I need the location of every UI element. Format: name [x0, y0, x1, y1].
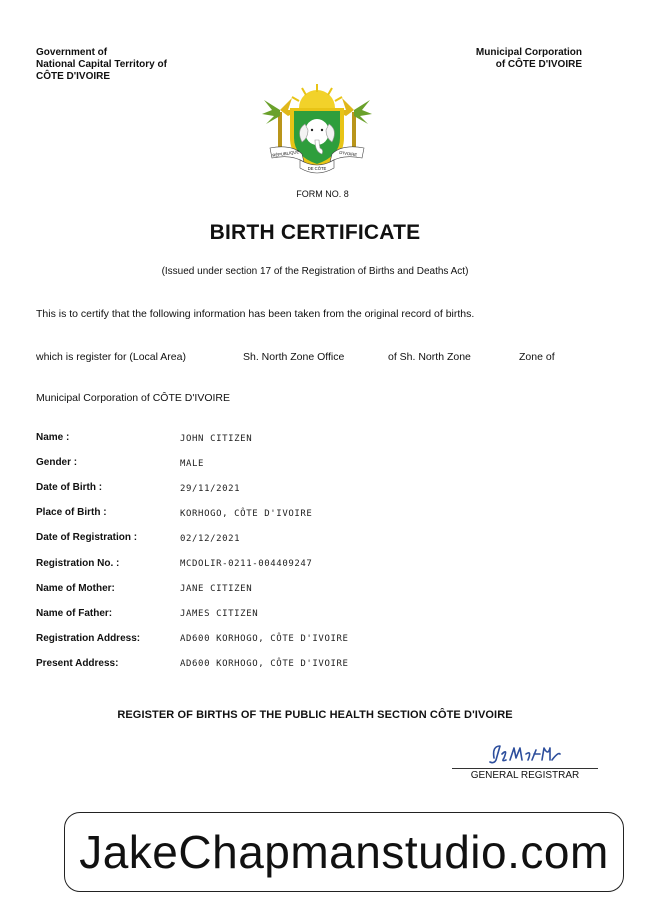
- field-label-name: Name :: [36, 432, 70, 443]
- banner-text-bottom: DE CÔTE: [307, 166, 327, 171]
- header-right-line: of CÔTE D'IVOIRE: [495, 59, 582, 70]
- header-government: [36, 47, 167, 83]
- zone-value: of Sh. North Zone: [388, 351, 471, 363]
- field-value-gender: MALE: [180, 459, 205, 469]
- coat-of-arms-icon: [262, 80, 372, 180]
- local-area-label: which is register for (Local Area): [36, 351, 186, 363]
- field-label-place-of-birth: Place of Birth :: [36, 507, 107, 518]
- field-value-father: JAMES CITIZEN: [180, 609, 259, 619]
- header-municipal: [476, 47, 582, 71]
- header-left-line: Government of: [36, 47, 108, 58]
- header-left-line: National Capital Territory of: [36, 59, 167, 70]
- field-value-registration-no: MCDOLIR-0211-004409247: [180, 559, 313, 569]
- field-label-mother: Name of Mother:: [36, 583, 115, 594]
- issued-under-text: (Issued under section 17 of the Registration of Births and Deaths Act): [161, 266, 469, 277]
- field-label-date-of-registration: Date of Registration :: [36, 532, 138, 543]
- signature-line: [452, 768, 598, 769]
- municipal-corporation-line: Municipal Corporation of CÔTE D'IVOIRE: [36, 392, 230, 404]
- banner-text-right: D'IVOIRE: [338, 149, 358, 158]
- certify-statement: This is to certify that the following information has been taken from the original record of births.: [36, 308, 475, 320]
- field-label-gender: Gender :: [36, 457, 78, 468]
- field-value-place-of-birth: KORHOGO, CÔTE D'IVOIRE: [180, 509, 313, 519]
- field-label-registration-no: Registration No. :: [36, 558, 120, 569]
- header-right-line: Municipal Corporation: [475, 47, 582, 58]
- watermark-text: JakeChapmanstudio.com: [79, 826, 609, 878]
- field-value-mother: JANE CITIZEN: [180, 584, 253, 594]
- field-value-date-of-birth: 29/11/2021: [180, 484, 241, 494]
- header-left-line: CÔTE D'IVOIRE: [36, 71, 111, 82]
- field-value-date-of-registration: 02/12/2021: [180, 534, 241, 544]
- zone-office-value: Sh. North Zone Office: [243, 351, 345, 363]
- form-number: FORM NO. 8: [296, 189, 349, 199]
- register-title: REGISTER OF BIRTHS OF THE PUBLIC HEALTH SECTION CÔTE D'IVOIRE: [117, 709, 513, 721]
- field-value-present-address: AD600 KORHOGO, CÔTE D'IVOIRE: [180, 659, 349, 669]
- field-label-registration-address: Registration Address:: [36, 633, 141, 644]
- general-registrar-label: GENERAL REGISTRAR: [470, 770, 580, 781]
- field-label-present-address: Present Address:: [36, 658, 119, 669]
- zone-of-label: Zone of: [519, 351, 555, 363]
- banner-text-left: RÉPUBLIQUE: [272, 149, 300, 158]
- page-title: BIRTH CERTIFICATE: [209, 221, 421, 244]
- signature-image: [486, 740, 566, 766]
- field-value-registration-address: AD600 KORHOGO, CÔTE D'IVOIRE: [180, 634, 349, 644]
- field-label-father: Name of Father:: [36, 608, 113, 619]
- field-value-name: JOHN CITIZEN: [180, 434, 253, 444]
- field-label-date-of-birth: Date of Birth :: [36, 482, 103, 493]
